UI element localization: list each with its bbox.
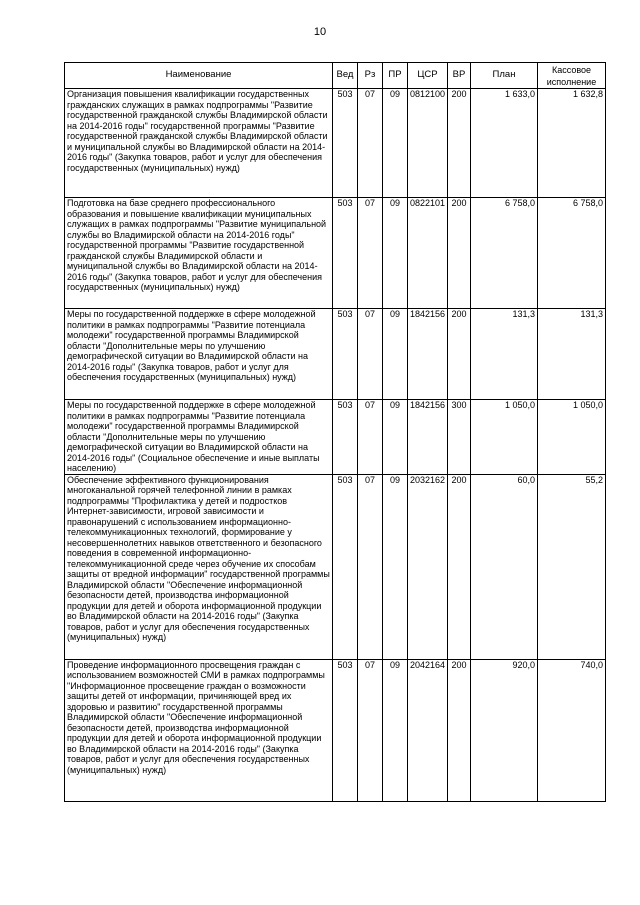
- row-rz: 07: [358, 474, 383, 659]
- row-name: Подготовка на базе среднего профессионального образования и повышение квалификации муниципальных служащих в рамках подпрограммы "Развитие муниципальной службы во Владимирской области на 2014-2016 годы" государственной программы "Развитие государственной гражданской службы Владимирской области и муниципальной службы во Владимирской области на 2014-2016 годы" (Закупка товаров, работ и услуг для обеспечения государственных (муниципальных) нужд): [65, 198, 333, 309]
- row-kass: 6 758,0: [538, 198, 606, 309]
- row-csr: 1842156: [408, 400, 448, 475]
- row-name: Меры по государственной поддержке в сфере молодежной политики в рамках подпрограммы "Развитие потенциала молодежи" государственной программы Владимирской области "Дополнительные меры по улучшению демографической ситуации во Владимирской области на 2014-2016 годы" (Социальное обеспечение и иные выплаты населению): [65, 400, 333, 475]
- row-pr: 09: [383, 309, 408, 400]
- table-header-row: [65, 63, 606, 89]
- row-ved: 503: [333, 474, 358, 659]
- budget-table: [64, 62, 606, 802]
- header-pr: ПР: [383, 63, 408, 89]
- row-vr: 200: [448, 659, 471, 801]
- row-csr: 2042164: [408, 659, 448, 801]
- row-pr: 09: [383, 198, 408, 309]
- row-kass: 1 050,0: [538, 400, 606, 475]
- row-rz: 07: [358, 198, 383, 309]
- header-plan: План: [471, 63, 538, 89]
- row-plan: 1 633,0: [471, 89, 538, 198]
- row-kass: 740,0: [538, 659, 606, 801]
- row-plan: 6 758,0: [471, 198, 538, 309]
- row-pr: 09: [383, 474, 408, 659]
- row-kass: 55,2: [538, 474, 606, 659]
- header-vr: ВР: [448, 63, 471, 89]
- row-plan: 920,0: [471, 659, 538, 801]
- row-rz: 07: [358, 89, 383, 198]
- row-ved: 503: [333, 659, 358, 801]
- row-vr: 200: [448, 89, 471, 198]
- header-ved: Вед: [333, 63, 358, 89]
- row-csr: 1842156: [408, 309, 448, 400]
- row-name: Проведение информационного просвещения граждан с использованием возможностей СМИ в рамках подпрограммы "Информационное просвещение граждан о возможности защиты детей от информации, причиняющей вред их здоровью и развитию" государственной программы Владимирской области "Обеспечение информационной безопасности детей, производства информационной продукции для детей и оборота информационной продукции во Владимирской области на 2014-2016 годы" (Закупка товаров, работ и услуг для обеспечения государственных (муниципальных) нужд): [65, 659, 333, 801]
- row-plan: 131,3: [471, 309, 538, 400]
- row-csr: 0812100: [408, 89, 448, 198]
- row-pr: 09: [383, 400, 408, 475]
- row-rz: 07: [358, 309, 383, 400]
- row-rz: 07: [358, 659, 383, 801]
- row-pr: 09: [383, 659, 408, 801]
- row-vr: 200: [448, 309, 471, 400]
- header-kass: Кассовое исполнение: [538, 63, 606, 89]
- header-csr: ЦСР: [408, 63, 448, 89]
- row-name: Меры по государственной поддержке в сфере молодежной политики в рамках подпрограммы "Развитие потенциала молодежи" государственной программы Владимирской области "Дополнительные меры по улучшению демографической ситуации во Владимирской области на 2014-2016 годы" (Закупка товаров, работ и услуг для обеспечения государственных (муниципальных) нужд): [65, 309, 333, 400]
- row-kass: 1 632,8: [538, 89, 606, 198]
- header-rz: Рз: [358, 63, 383, 89]
- table-row: [65, 198, 606, 309]
- table-row: [65, 309, 606, 400]
- row-vr: 200: [448, 198, 471, 309]
- row-rz: 07: [358, 400, 383, 475]
- row-ved: 503: [333, 400, 358, 475]
- row-name: Организация повышения квалификации государственных гражданских служащих в рамках подпрограммы "Развитие государственной гражданской службы Владимирской области на 2014-2016 годы" государственной программы "Развитие государственной гражданской службы Владимирской области и муниципальной службы во Владимирской области на 2014-2016 годы" (Закупка товаров, работ и услуг для обеспечения государственных (муниципальных) нужд): [65, 89, 333, 198]
- row-ved: 503: [333, 309, 358, 400]
- table-row: [65, 474, 606, 659]
- row-vr: 200: [448, 474, 471, 659]
- row-name: Обеспечение эффективного функционирования многоканальной горячей телефонной линии в рамках подпрограммы "Профилактика у детей и подростков Интернет-зависимости, игровой зависимости и правонарушений с использованием информационно-телекоммуникационных технологий, формирование у несовершеннолетних навыков ответственного и безопасного поведения в современной информационно-телекоммуникационной среде через обучение их способам защиты от вредной информации" государственной программы Владимирской области "Обеспечение информационной безопасности детей, производства информационной продукции для детей и оборота информационной продукции во Владимирской области на 2014-2016 годы" (Закупка товаров, работ и услуг для обеспечения государственных (муниципальных) нужд): [65, 474, 333, 659]
- row-csr: 0822101: [408, 198, 448, 309]
- row-vr: 300: [448, 400, 471, 475]
- table-row: [65, 400, 606, 475]
- row-kass: 131,3: [538, 309, 606, 400]
- row-ved: 503: [333, 198, 358, 309]
- page-number: 10: [313, 26, 327, 38]
- table-row: [65, 659, 606, 801]
- row-pr: 09: [383, 89, 408, 198]
- row-plan: 1 050,0: [471, 400, 538, 475]
- table-row: [65, 89, 606, 198]
- header-name: Наименование: [65, 63, 333, 89]
- row-plan: 60,0: [471, 474, 538, 659]
- row-csr: 2032162: [408, 474, 448, 659]
- row-ved: 503: [333, 89, 358, 198]
